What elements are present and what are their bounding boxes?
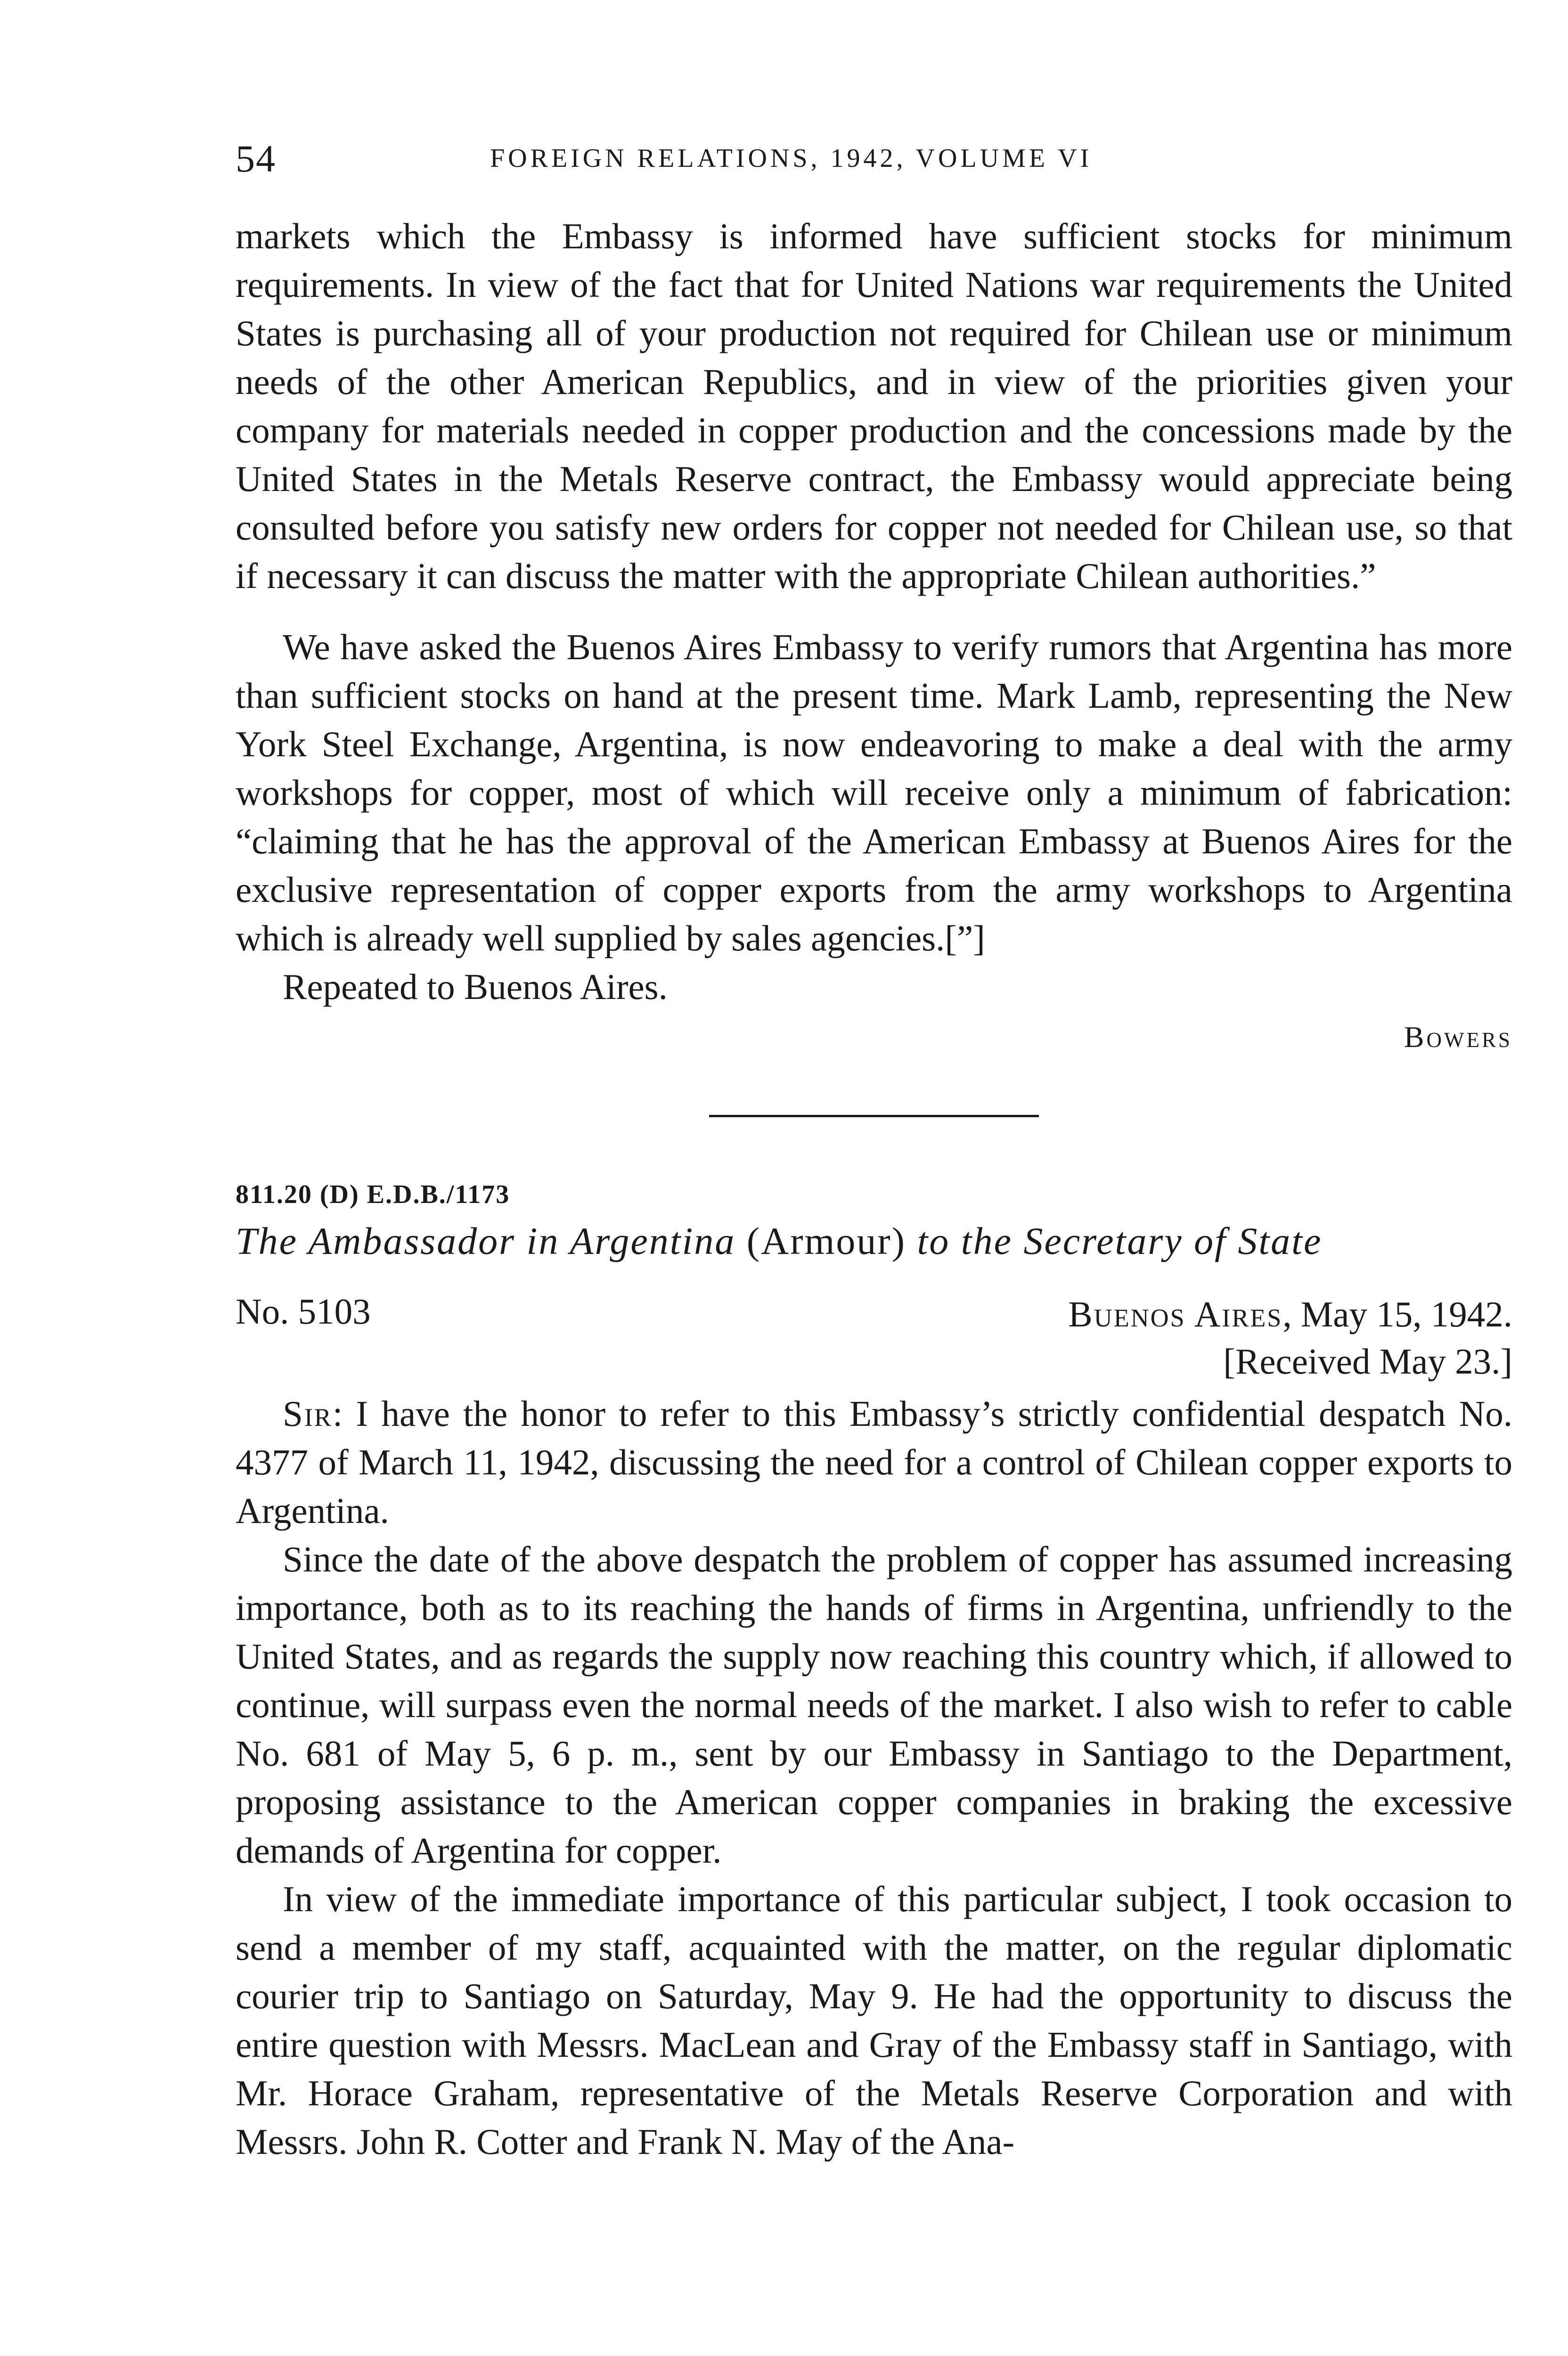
- file-number: 811.20 (D) E.D.B./1173: [236, 1180, 510, 1209]
- running-head: [236, 137, 1512, 193]
- place: Buenos Aires: [1068, 1294, 1283, 1334]
- running-title: FOREIGN RELATIONS, 1942, VOLUME VI: [490, 144, 1093, 173]
- buenos-aires-paragraph: We have asked the Buenos Aires Embassy to verify rumors that Argentina has more than sufficient stocks on hand at the present time. Mark Lamb, representing the New York Steel Exchange, Argentina, is now endeavoring to make a deal with the army workshops for copper, most of which will receive only a minimum of fabrication: “claiming that he has the approval of the American Embassy at Buenos Aires for the exclusive representation of copper exports from the army workshops to Argentina which is already well supplied by sales agencies.[”]: [236, 627, 1512, 958]
- despatch-number: No. 5103: [236, 1291, 371, 1332]
- signature: Bowers: [1404, 1020, 1512, 1054]
- heading-name: (Armour): [746, 1219, 906, 1262]
- repeated-line: Repeated to Buenos Aires.: [283, 966, 668, 1007]
- section-divider: [709, 1115, 1039, 1117]
- body-paragraph-2: Since the date of the above despatch the problem of copper has assumed increasing importance, both as to its reaching the hands of firms in Argentina, unfriendly to the United States, and as regards the supply now reaching this country which, if allowed to continue, will surpass even the normal needs of the market. I also wish to refer to cable No. 681 of May 5, 6 p. m., sent by our Embassy in Santiago to the Department, proposing assistance to the American copper companies in braking the excessive demands of Argentina for copper.: [236, 1539, 1512, 1871]
- document-heading: [236, 1215, 1512, 1267]
- date-line: [1068, 1291, 1512, 1338]
- heading-to: to the Secretary of State: [917, 1219, 1323, 1262]
- heading-from: The Ambassador in Argentina: [236, 1219, 736, 1262]
- continuation-paragraph: markets which the Embassy is informed have sufficient stocks for minimum requirements. In view of the fact that for United Nations war requirements the United States is purchasing all of your production not required for Chilean use or minimum needs of the other American Republics, and in view of the priorities given your company for materials needed in copper production and the concessions made by the United States in the Metals Reserve contract, the Embassy would appreciate being consulted before you satisfy new orders for copper not needed for Chilean use, so that if necessary it can discuss the matter with the appropriate Chilean authorities.”: [236, 216, 1512, 596]
- previous-document-text: [236, 212, 1512, 1011]
- document-page: [236, 137, 1512, 2166]
- salutation: Sir: [283, 1393, 333, 1434]
- received-line: [Received May 23.]: [1223, 1341, 1512, 1382]
- paragraph-1-text: : I have the honor to refer to this Embassy’s strictly confidential despatch No. 4377 of March 11, 1942, discussing the need for a control of Chilean copper exports to Argentina.: [236, 1393, 1512, 1531]
- despatch-header: [236, 1291, 1512, 1390]
- despatch-body: [236, 1390, 1512, 2166]
- body-paragraph-1: [236, 1390, 1512, 1535]
- page-number: 54: [236, 137, 276, 180]
- date: , May 15, 1942.: [1282, 1294, 1512, 1334]
- body-paragraph-3: In view of the immediate importance of this particular subject, I took occasion to send a member of my staff, acquainted with the matter, on the regular diplomatic courier trip to Santiago on Saturday, May 9. He had the opportunity to discuss the entire question with Messrs. MacLean and Gray of the Embassy staff in Santiago, with Mr. Horace Graham, representative of the Metals Reserve Corporation and with Messrs. John R. Cotter and Frank N. May of the Ana-: [236, 1879, 1512, 2162]
- dateline: [1068, 1291, 1512, 1385]
